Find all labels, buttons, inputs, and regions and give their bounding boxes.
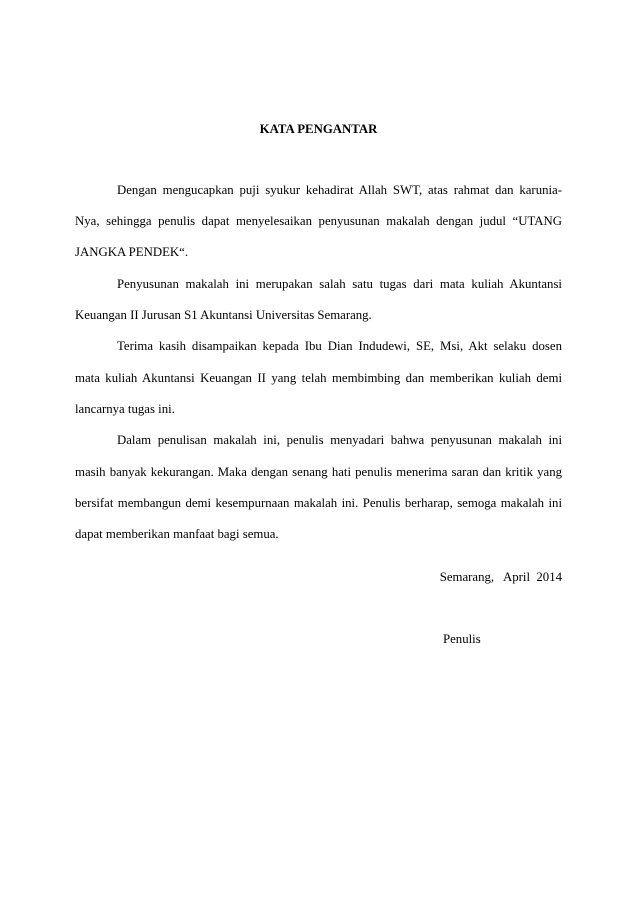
document-body: [75, 175, 562, 551]
paragraph-line: Keuangan II Jurusan S1 Akuntansi Universitas Semarang.: [75, 307, 372, 322]
paragraph-line: dapat memberikan manfaat bagi semua.: [75, 527, 279, 542]
signature-name: Penulis: [443, 632, 481, 647]
paragraph-line: JANGKA PENDEK“.: [75, 245, 189, 260]
paragraph-line: masih banyak kekurangan. Maka dengan senang hati penulis menerima saran dan kritik yang: [75, 464, 562, 479]
page-title: KATA PENGANTAR: [259, 122, 378, 137]
paragraph-thanks: [75, 331, 562, 425]
paragraph-line: mata kuliah Akuntansi Keuangan II yang telah membimbing dan memberikan kuliah demi: [75, 370, 562, 385]
paragraph-line: Nya, sehingga penulis dapat menyelesaikan penyusunan makalah dengan judul “UTANG: [75, 213, 562, 228]
paragraph-opening: [75, 175, 562, 269]
paragraph-purpose: [75, 269, 562, 332]
paragraph-line: Terima kasih disampaikan kepada Ibu Dian Indudewi, SE, Msi, Akt selaku dosen: [117, 339, 562, 354]
paragraph-line: bersifat membangun demi kesempurnaan makalah ini. Penulis berharap, semoga makalah ini: [75, 496, 562, 511]
paragraph-line: Dalam penulisan makalah ini, penulis menyadari bahwa penyusunan makalah ini: [117, 433, 562, 448]
paragraph-line: Dengan mengucapkan puji syukur kehadirat Allah SWT, atas rahmat dan karunia-: [117, 182, 562, 197]
place-date: Semarang, April 2014: [439, 570, 562, 585]
paragraph-line: Penyusunan makalah ini merupakan salah satu tugas dari mata kuliah Akuntansi: [117, 276, 562, 291]
paragraph-closing-remarks: [75, 425, 562, 550]
paragraph-line: lancarnya tugas ini.: [75, 402, 175, 417]
